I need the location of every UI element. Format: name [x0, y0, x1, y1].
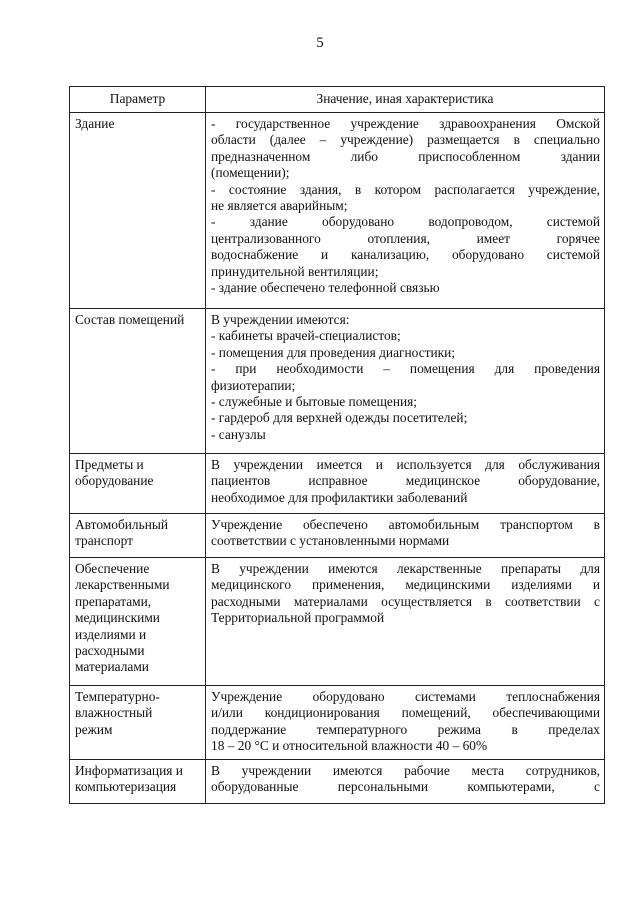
value-line: - кабинеты врачей-специалистов;	[211, 328, 401, 344]
value-line: предназначенном либо приспособленном здании	[211, 148, 600, 164]
value-line: и/или кондиционирования помещений, обеспечивающими	[211, 705, 600, 721]
parameter-line: Обеспечение	[75, 561, 150, 576]
table-row	[70, 558, 605, 686]
value-line: В учреждении имеются рабочие места сотрудников,	[211, 762, 600, 778]
parameter-line: лекарственными	[75, 577, 170, 593]
parameter-cell	[70, 686, 206, 760]
parameter-line: оборудование	[75, 473, 154, 489]
value-cell	[206, 686, 605, 760]
value-line: - здание обеспечено телефонной связью	[211, 280, 440, 296]
table-row	[70, 686, 605, 760]
value-line: Учреждение обеспечено автомобильным транспортом в	[211, 517, 600, 532]
value-line: расходными материалами осуществляется в соответствии с	[211, 593, 600, 609]
parameter-line: расходными	[75, 643, 145, 659]
parameter-line: препаратами,	[75, 593, 152, 609]
value-cell	[206, 309, 605, 454]
value-line: Территориальной программой	[211, 610, 385, 626]
parameter-line: Температурно-	[75, 689, 160, 704]
table-row	[70, 759, 605, 803]
value-cell	[206, 558, 605, 686]
value-line: - государственное учреждение здравоохранения Омской	[211, 116, 600, 131]
value-line: - состояние здания, в котором располагается учреждение,	[211, 181, 600, 197]
parameter-line: Предметы и	[75, 457, 144, 472]
parameter-line: Здание	[75, 116, 115, 131]
parameter-line: транспорт	[75, 533, 133, 549]
value-line: принудительной вентиляции;	[211, 263, 379, 279]
parameter-cell	[70, 514, 206, 558]
parameter-cell	[70, 558, 206, 686]
value-line: - при необходимости – помещения для проведения	[211, 361, 600, 377]
value-line: - помещения для проведения диагностики;	[211, 344, 456, 360]
parameters-table	[69, 86, 605, 804]
parameter-line: изделиями и	[75, 626, 147, 642]
parameter-line: влажностный	[75, 705, 153, 721]
parameter-line: материалами	[75, 659, 149, 675]
value-line: физиотерапии;	[211, 377, 296, 393]
table-header-row	[70, 87, 605, 113]
value-line: медицинского применения, медицинскими изделиями и	[211, 577, 600, 593]
value-line: водоснабжение и канализацию, оборудовано системой	[211, 247, 600, 263]
table-row	[70, 514, 605, 558]
value-line: области (далее – учреждение) размещается в специально	[211, 132, 600, 148]
value-line: - гардероб для верхней одежды посетителей;	[211, 410, 468, 426]
value-cell	[206, 759, 605, 803]
value-line: 18 – 20 °С и относительной влажности 40 – 60%	[211, 738, 488, 754]
table-row	[70, 309, 605, 454]
value-line: В учреждении имеется и используется для обслуживания	[211, 457, 600, 472]
parameter-cell	[70, 113, 206, 309]
page-number: 5	[316, 35, 324, 51]
table-row	[70, 113, 605, 309]
parameter-cell	[70, 759, 206, 803]
parameter-line: режим	[75, 721, 113, 737]
value-line: необходимое для профилактики заболеваний	[211, 489, 468, 505]
value-line: В учреждении имеются:	[211, 312, 350, 327]
parameter-cell	[70, 454, 206, 514]
table-row	[70, 454, 605, 514]
value-line: - санузлы	[211, 426, 266, 442]
value-line: пациентов исправное медицинское оборудование,	[211, 473, 600, 489]
parameter-line: медицинскими	[75, 610, 160, 626]
value-line: не является аварийным;	[211, 198, 348, 214]
value-line: В учреждении имеются лекарственные препараты для	[211, 561, 600, 576]
value-line: оборудованные персональными компьютерами, с	[211, 779, 600, 795]
value-line: централизованного отопления, имеет горячее	[211, 230, 600, 246]
column-header-value: Значение, иная характеристика	[206, 87, 605, 113]
value-line: соответствии с установленными нормами	[211, 533, 450, 549]
column-header-parameter: Параметр	[70, 87, 206, 113]
parameter-cell	[70, 309, 206, 454]
value-line: поддержание температурного режима в пределах	[211, 721, 600, 737]
parameter-line: Состав помещений	[75, 312, 185, 327]
value-line: - служебные и бытовые помещения;	[211, 394, 418, 410]
value-line: (помещении);	[211, 165, 290, 181]
value-line: - здание оборудовано водопроводом, системой	[211, 214, 600, 230]
parameter-line: компьютеризация	[75, 779, 177, 795]
value-line: Учреждение оборудовано системами теплоснабжения	[211, 689, 600, 704]
value-cell	[206, 454, 605, 514]
parameter-line: Информатизация и	[75, 762, 183, 778]
value-cell	[206, 514, 605, 558]
parameter-line: Автомобильный	[75, 517, 169, 532]
value-cell	[206, 113, 605, 309]
